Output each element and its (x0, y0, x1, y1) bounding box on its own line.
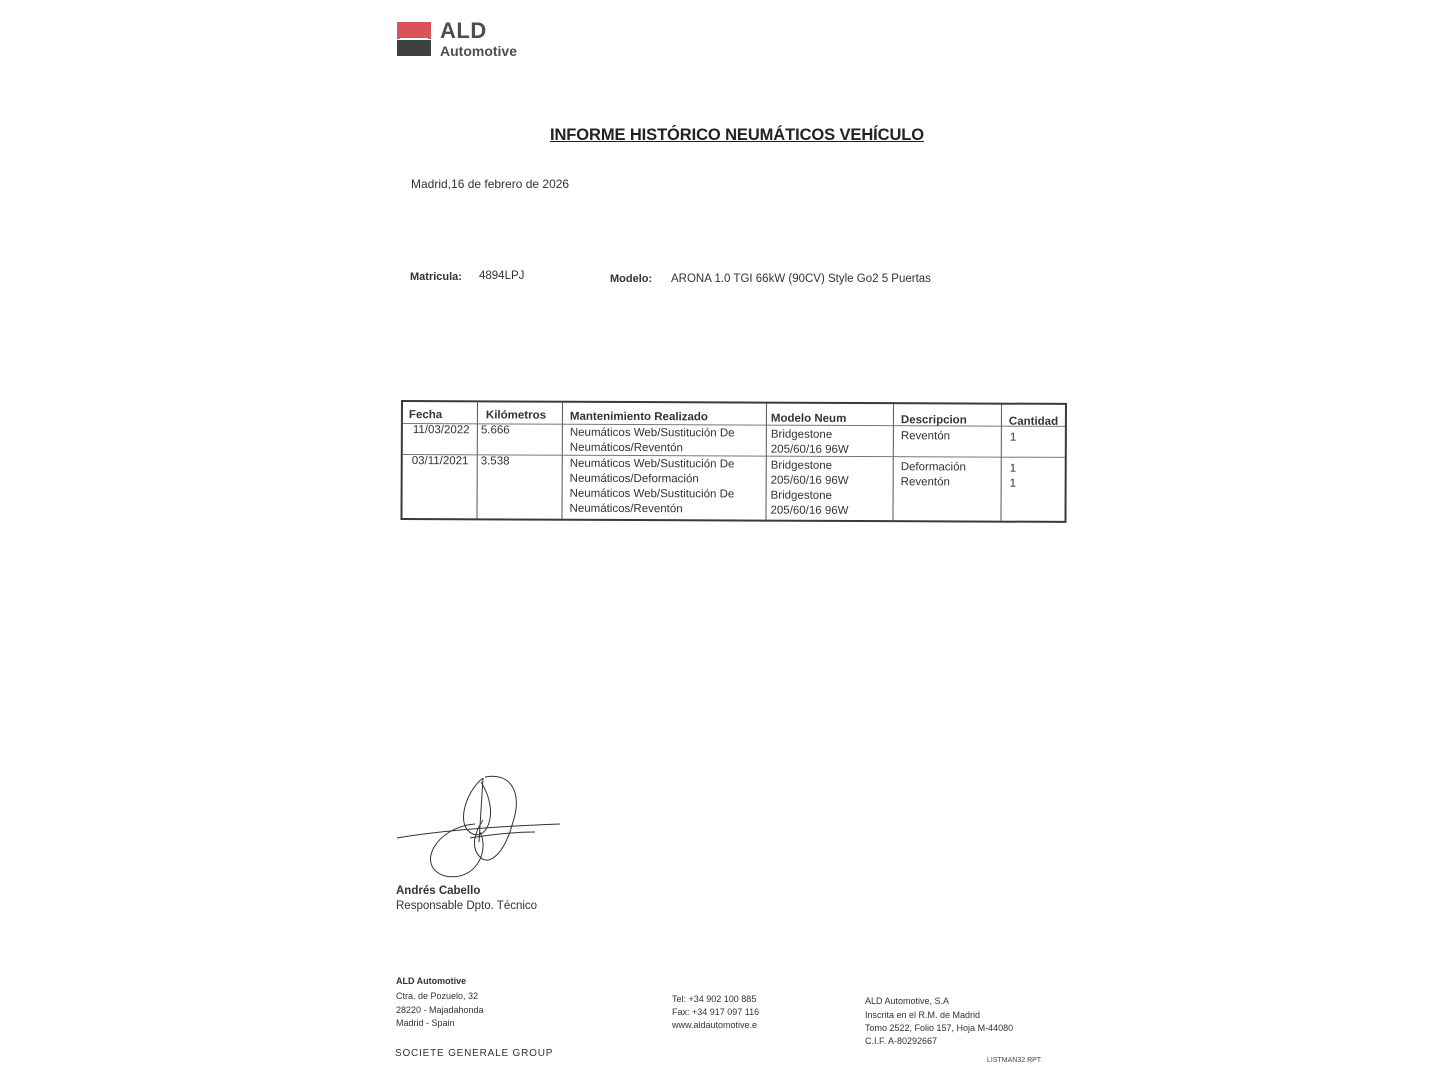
row1-km: 5.666 (480, 424, 510, 437)
header-fecha: Fecha (408, 409, 443, 422)
tyre-history-table (400, 400, 1067, 523)
logo-brand: ALD (440, 18, 487, 43)
report-title: INFORME HISTÓRICO NEUMÁTICOS VEHÍCULO (550, 126, 924, 144)
row2-mant-3: Neumáticos Web/Sustitución De (569, 487, 735, 501)
footer-legal-2: Inscrita en el R.M. de Madrid (865, 1010, 981, 1020)
footer-legal-4: C.I.F. A-80292667 (865, 1036, 938, 1046)
row1-fecha: 11/03/2022 (412, 424, 470, 437)
footer-address-3: Madrid - Spain (396, 1018, 455, 1028)
row2-km: 3.538 (480, 455, 510, 468)
row2-descripcion-2: Reventón (900, 476, 950, 489)
column-divider (561, 403, 563, 519)
column-divider (1000, 405, 1002, 521)
place-date: Madrid,16 de febrero de 2026 (411, 177, 570, 191)
row2-mant-4: Neumáticos/Reventón (569, 502, 683, 516)
row1-modelo-2: 205/60/16 96W (770, 443, 849, 456)
ald-logo-mark (397, 22, 431, 56)
header-cantidad: Cantidad (1008, 415, 1059, 428)
header-descripcion: Descripcion (900, 414, 967, 427)
column-divider (765, 404, 767, 520)
row2-cantidad-2: 1 (1009, 477, 1017, 490)
row2-cantidad-1: 1 (1009, 462, 1017, 475)
row2-mant-2: Neumáticos/Deformación (569, 472, 699, 486)
row2-modelo-3: Bridgestone (770, 489, 832, 502)
footer-tel: Tel: +34 902 100 885 (672, 994, 757, 1004)
row1-descripcion: Reventón (900, 430, 951, 443)
row2-modelo-2: 205/60/16 96W (770, 474, 849, 487)
footer-fax: Fax: +34 917 097 116 (672, 1007, 760, 1017)
column-divider (476, 402, 478, 518)
logo-subtitle: Automotive (440, 43, 517, 59)
header-kilometros: Kilómetros (485, 409, 547, 422)
row1-modelo-1: Bridgestone (770, 428, 833, 441)
report-code: LISTMAN32.RPT (987, 1057, 1042, 1064)
signer-role: Responsable Dpto. Técnico (396, 900, 538, 912)
footer-group: SOCIETE GENERALE GROUP (395, 1048, 554, 1059)
plate-value: 4894LPJ (479, 270, 525, 282)
row1-mant-1: Neumáticos Web/Sustitución De (569, 426, 735, 440)
signature-scribble-icon (395, 772, 565, 882)
column-divider (892, 404, 894, 520)
row2-mant-1: Neumáticos Web/Sustitución De (569, 457, 735, 471)
model-label: Modelo: (610, 273, 653, 285)
row1-cantidad: 1 (1009, 431, 1017, 444)
header-mantenimiento: Mantenimiento Realizado (569, 410, 708, 424)
footer-company: ALD Automotive (396, 976, 467, 986)
header-modelo-neum: Modelo Neum (770, 412, 847, 425)
row2-descripcion-1: Deformación (900, 461, 966, 474)
row2-fecha: 03/11/2021 (411, 455, 469, 468)
footer-website: www.aldautomotive.e (672, 1020, 758, 1030)
model-value: ARONA 1.0 TGI 66kW (90CV) Style Go2 5 Puertas (671, 273, 931, 285)
row2-modelo-1: Bridgestone (770, 459, 833, 472)
footer-address-2: 28220 - Majadahonda (396, 1005, 484, 1015)
row2-modelo-4: 205/60/16 96W (770, 504, 849, 517)
footer-legal-3: Tomo 2522, Folio 157, Hoja M-44080 (865, 1023, 1014, 1033)
row1-mant-2: Neumáticos/Reventón (569, 441, 683, 455)
footer-legal-1: ALD Automotive, S.A (865, 996, 950, 1006)
plate-label: Matricula: (410, 271, 462, 283)
signer-name: Andrés Cabello (396, 885, 481, 897)
footer-address-1: Ctra. de Pozuelo, 32 (396, 991, 479, 1001)
